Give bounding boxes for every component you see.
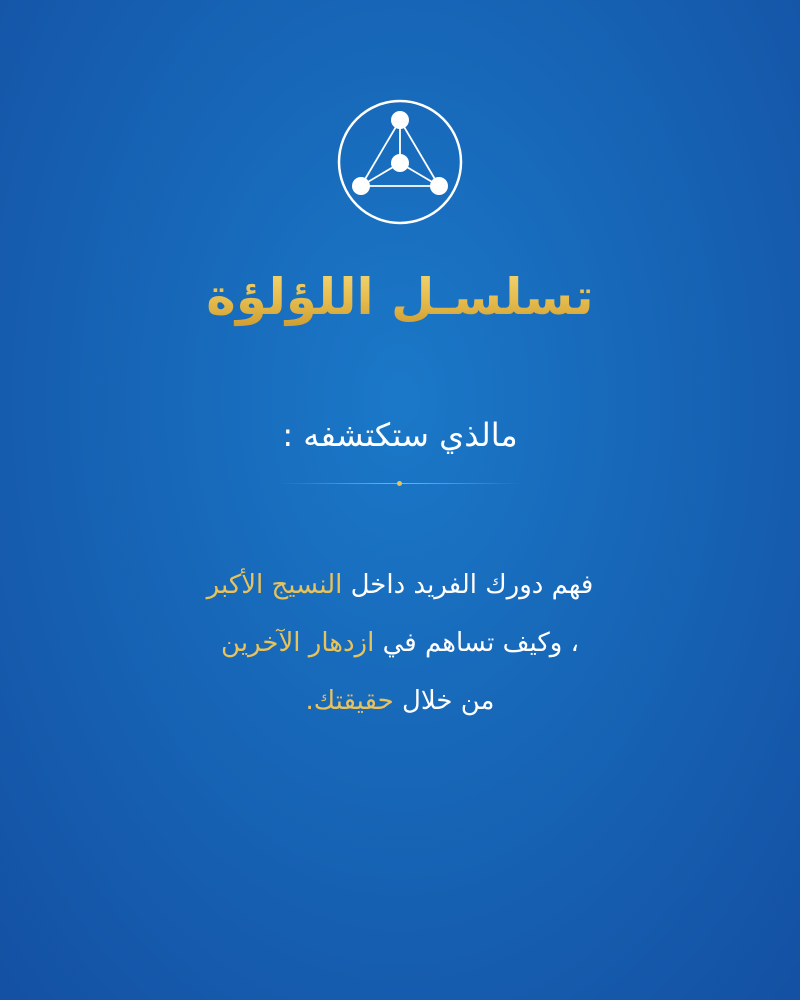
body-line-3-text: من خلال [393,686,495,716]
body-line-1 [0,556,800,614]
page-title: تسلسـل اللؤلؤة [0,262,800,332]
body-line-2 [0,614,800,672]
body-line-3 [0,672,800,730]
body-line-2-highlight: ازدهار الآخرين [221,628,375,658]
body-line-3-highlight: حقيقتك. [305,686,394,716]
body-line-1-highlight: النسيج الأكبر [206,570,343,600]
body-line-2-text: ، وكيف تساهم في [374,628,579,658]
body-text [0,556,800,730]
divider-dot [397,481,402,486]
pyramid-network-icon [337,99,463,225]
section-subtitle: مالذي ستكتشفه : [282,416,518,454]
body-line-1-text: فهم دورك الفريد داخل [342,570,594,600]
